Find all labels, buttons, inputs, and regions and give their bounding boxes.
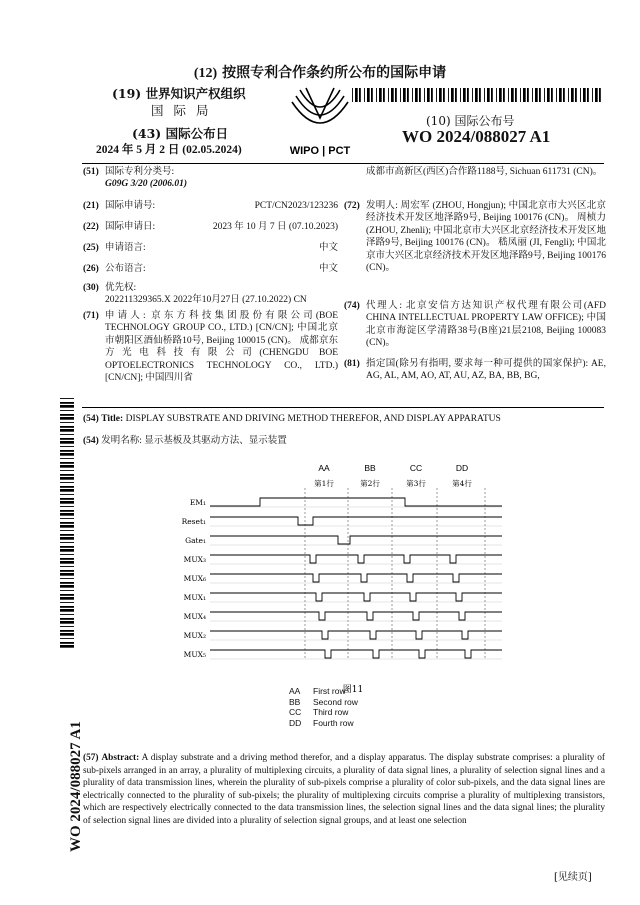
- biblio-left-column: (51) 国际专利分类号: G09G 3/20 (2006.01) (21) 国际申请号: PCT/CN2023/123236 (22) 国际申请日: 2023 年 10 月 7 日 (07.10.2023) (25) 申请语言: 中文 (26) 公布语言: 中文 (30) 优先权: 202211329365.X 2022年10月27日 (27.10.2022) CN (71) 申请人: 京东方科技集团股份有限公司(BOE TECHNOLOGY GROUP CO., LTD.) [CN/CN]; 中国北京市朝阳区酒仙桥路10号, Beijing 100015 (CN)。 成都京东方光电科技有限公司(CHENGDU BOE OPTOELECTRONICS TECHNOLOGY CO., LTD.) [CN/CN]; 中国四川省: [83, 166, 338, 406]
- signal-label: MUX₁: [183, 593, 206, 602]
- priority-data: 202211329365.X 2022年10月27日 (27.10.2022) CN: [105, 295, 307, 305]
- title-english-value: DISPLAY SUBSTRATE AND DRIVING METHOD THEREFOR, AND DISPLAY APPARATUS: [125, 414, 501, 424]
- signal-waveform: [210, 593, 502, 601]
- column-code: BB: [364, 463, 376, 473]
- inid-code: (43): [132, 126, 162, 141]
- applicant-text: 申请人: 京东方科技集团股份有限公司(BOE TECHNOLOGY GROUP CO., LTD.) [CN/CN]; 中国北京市朝阳区酒仙桥路10号, Beijing 100015 (CN)。 成都京东方光电科技有限公司(CHENGDU BOE OPTOELECTRONICS TECHNOLOGY CO., LTD.) [CN/CN]; 中国四川省: [105, 311, 338, 384]
- signal-label: MUX₂: [183, 631, 206, 640]
- column-row-label: 第1行: [314, 479, 334, 488]
- organization-name: [112, 84, 246, 102]
- title-chinese: (54) 发明名称: 显示基板及其驱动方法、显示装置: [83, 436, 287, 446]
- barcode: [352, 88, 602, 102]
- inid-code: (12): [193, 66, 218, 81]
- signal-waveform: [210, 574, 502, 582]
- signal-waveform: [210, 631, 502, 639]
- priority-field: (30) 优先权: 202211329365.X 2022年10月27日 (27.10.2022) CN: [83, 283, 307, 305]
- application-number: PCT/CN2023/123236: [254, 201, 338, 211]
- column-code: CC: [409, 463, 423, 473]
- publication-number-label: (10) 国际公布号: [426, 114, 515, 128]
- ipc-field: (51) 国际专利分类号: G09G 3/20 (2006.01): [83, 167, 188, 189]
- timing-diagram: [180, 458, 510, 698]
- title-text: 按照专利合作条约所公布的国际申请: [222, 65, 447, 81]
- signal-label: MUX₄: [183, 612, 206, 621]
- column-code: DD: [455, 463, 469, 473]
- filing-date: 2023 年 10 月 7 日 (07.10.2023): [212, 222, 338, 232]
- designated-states-text: 指定国(除另有指明, 要求每一种可提供的国家保护): AE, AG, AL, AM, AO, AT, AU, AZ, BA, BB, BG,: [366, 359, 606, 382]
- figure-caption: 图11: [342, 685, 364, 695]
- ipc-value: G09G 3/20 (2006.01): [105, 179, 188, 189]
- side-publication-number: WO 2024/088027 A1: [68, 721, 84, 852]
- abstract: (57) Abstract: A display substrate and a driving method therefor, and a display apparatus. The display substrate comprises: a plurality of sub-pixels arranged in an array, a plurality of multiplexing circuits, a plurality of data signal lines, a plurality of selection signal lines and a plurality of data transmission lines, wherein the plurality of sub-pixels comprise a plurality of color sub-pixels, and the data signal lines are electrically connected to the plurality of sub-pixels; the plurality of multiplexing circuits comprise a plurality of multiplexing transistors, which are respectively electrically connected to the data transmission lines, the selection signal lines and the data signal lines; the plurality of selection signal lines are divided into a plurality of selection signal groups, and at least one selection: [83, 753, 606, 826]
- inventor-field: (72) 发明人: 周宏军 (ZHOU, Hongjun); 中国北京市大兴区北京经济技术开发区地泽路9号, Beijing 100176 (CN)。 周桢力 (ZHOU, Zhenli); 中国北京市大兴区北京经济技术开发区地泽路9号, Beijing 100176 (CN)。 嵇凤丽 (JI, Fengli); 中国北京市大兴区北京经济技术开发区地泽路9号, Beijing 100176 (CN)。: [344, 201, 606, 274]
- legend-label: Fourth row: [313, 717, 354, 728]
- inid-code: (19): [112, 86, 142, 101]
- legend-entry: [289, 697, 409, 707]
- abstract-text: A display substrate and a driving method therefor, and a display apparatus. The display substrate comprises: a plurality of sub-pixels arranged in an array, a plurality of multiplexing circuits, a plurality of data signal lines, a plurality of selection signal lines and a plurality of data transmission lines, wherein the plurality of sub-pixels comprise a plurality of color sub-pixels, and the data signal lines are electrically connected to the plurality of sub-pixels; the plurality of multiplexing circuits comprise a plurality of multiplexing transistors, which are respectively electrically connected to the data transmission lines, the selection signal lines and the data signal lines; the plurality of selection signal lines are divided into a plurality of selection signal groups, and at least one selection: [83, 753, 606, 826]
- signal-waveform: [210, 536, 502, 544]
- side-barcode: [60, 398, 74, 650]
- inventor-text: 发明人: 周宏军 (ZHOU, Hongjun); 中国北京市大兴区北京经济技术开发区地泽路9号, Beijing 100176 (CN)。 周桢力 (ZHOU, Zhenli); 中国北京市大兴区北京经济技术开发区地泽路9号, Beijing 100176 (CN)。 嵇凤丽 (JI, Fengli); 中国北京市大兴区北京经济技术开发区地泽路9号, Beijing 100176 (CN)。: [366, 201, 606, 274]
- signal-label: MUX₅: [183, 650, 206, 659]
- legend-entry: [289, 707, 409, 717]
- signal-waveform: [210, 498, 502, 506]
- applicant-field: (71) 申请人: 京东方科技集团股份有限公司(BOE TECHNOLOGY GROUP CO., LTD.) [CN/CN]; 中国北京市朝阳区酒仙桥路10号, Beijing 100015 (CN)。 成都京东方光电科技有限公司(CHENGDU BOE OPTOELECTRONICS TECHNOLOGY CO., LTD.) [CN/CN]; 中国四川省: [83, 311, 338, 384]
- signal-label: Gate₁: [185, 536, 206, 545]
- publication-number: WO 2024/088027 A1: [402, 127, 551, 146]
- publication-date-label: (43) 国际公布日: [132, 126, 229, 141]
- legend-label: Second row: [313, 696, 358, 707]
- column-row-label: 第4行: [452, 479, 472, 488]
- signal-label: MUX₆: [183, 574, 206, 583]
- agent-field: (74) 代理人: 北京安信方达知识产权代理有限公司(AFD CHINA INTELLECTUAL PROPERTY LAW OFFICE); 中国北京市海淀区学清路38号(B座)21层2108, Beijing 100083 (CN)。: [344, 301, 606, 349]
- publication-type-title: [0, 62, 640, 82]
- org-line2: 国 际 局: [151, 103, 212, 118]
- biblio-right-column: [344, 166, 606, 406]
- publication-date: 2024 年 5 月 2 日 (02.05.2024): [96, 144, 242, 156]
- title-english: (54) Title: DISPLAY SUBSTRATE AND DRIVING METHOD THEREFOR, AND DISPLAY APPARATUS: [83, 414, 501, 424]
- column-code: AA: [318, 463, 330, 473]
- legend-code: CC: [289, 707, 302, 717]
- logo-text: WIPO | PCT: [289, 145, 351, 157]
- signal-waveform: [210, 612, 502, 620]
- signal-waveform: [210, 517, 502, 525]
- signal-label: EM₁: [189, 498, 206, 507]
- inid-code: (10): [426, 114, 451, 128]
- legend-code: AA: [289, 686, 301, 696]
- signal-waveform: [210, 650, 502, 658]
- legend-label: First row: [313, 686, 346, 696]
- column-row-label: 第2行: [360, 479, 380, 488]
- legend-label: Third row: [313, 707, 349, 717]
- continued-notice: [见续页]: [554, 872, 592, 883]
- signal-label: MUX₃: [183, 555, 206, 564]
- legend-code: BB: [289, 696, 301, 707]
- legend-entry: [289, 718, 409, 728]
- legend-entry: [289, 686, 409, 696]
- signal-waveform: [210, 555, 502, 563]
- title-chinese-value: 显示基板及其驱动方法、显示装置: [144, 436, 287, 446]
- divider: [82, 163, 604, 164]
- org-line1: 世界知识产权组织: [145, 86, 246, 101]
- designated-states-field: (81) 指定国(除另有指明, 要求每一种可提供的国家保护): AE, AG, AL, AM, AO, AT, AU, AZ, BA, BB, BG,: [344, 359, 606, 382]
- column-row-label: 第3行: [406, 479, 426, 488]
- applicant-continued: 成都市高新区(西区)合作路1188号, Sichuan 611731 (CN)。: [366, 167, 603, 177]
- divider: [82, 407, 604, 408]
- agent-text: 代理人: 北京安信方达知识产权代理有限公司(AFD CHINA INTELLECTUAL PROPERTY LAW OFFICE); 中国北京市海淀区学清路38号(B座)21层2108, Beijing 100083 (CN)。: [366, 301, 606, 349]
- legend-code: DD: [289, 717, 302, 728]
- signal-label: Reset₁: [181, 517, 206, 526]
